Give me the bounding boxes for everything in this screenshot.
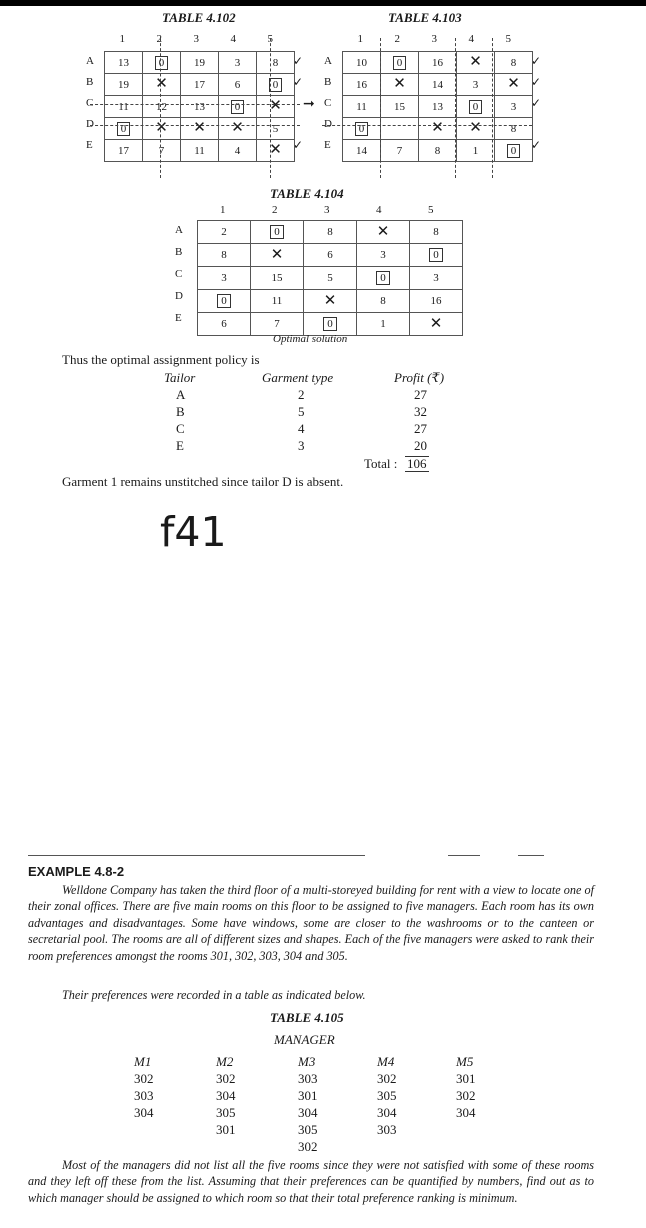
garment-value: 2 (298, 387, 305, 402)
column-label: 1 (357, 33, 363, 45)
table-cell: 8 (495, 52, 533, 74)
room-preference: 304 (216, 1088, 236, 1103)
column-label: 5 (428, 204, 434, 216)
table-row (343, 96, 533, 118)
row-label: B (175, 246, 183, 258)
column-label: 4 (468, 33, 474, 45)
table-row (105, 118, 295, 140)
profit-header: Profit (₹) (394, 370, 445, 385)
crossed-zero-mark: ✕ (429, 315, 443, 332)
table-cell (304, 290, 357, 313)
covering-line-vertical (492, 38, 493, 178)
table-cell: 13 (105, 52, 143, 74)
table-4-104-caption: Optimal solution (273, 333, 348, 345)
table-cell: 5 (257, 118, 295, 140)
table-cell: 8 (419, 140, 457, 162)
table-row (343, 74, 533, 96)
section-rule (28, 855, 365, 856)
column-label: 3 (324, 204, 330, 216)
row-tick-mark: ✓ (531, 138, 542, 152)
table-cell: 19 (105, 74, 143, 96)
column-label: 2 (272, 204, 278, 216)
table-cell: 12 (143, 96, 181, 118)
table-cell: 8 (357, 290, 410, 313)
crossed-zero-mark: ✕ (469, 54, 482, 70)
table-cell: 16 (410, 290, 463, 313)
crossed-zero-mark: ✕ (507, 76, 520, 92)
table-cell (495, 140, 533, 162)
crossed-zero-mark: ✕ (469, 120, 482, 136)
table-cell: 4 (219, 140, 257, 162)
covering-line-horizontal (90, 104, 300, 105)
covering-line-horizontal (322, 125, 532, 126)
assigned-zero: 0 (269, 78, 283, 92)
row-tick-mark: ✓ (531, 75, 542, 89)
table-4-102-title: TABLE 4.102 (162, 10, 236, 25)
assigned-zero: 0 (323, 317, 337, 331)
total-label: Total : (364, 456, 398, 471)
example-paragraph-1: Welldone Company has taken the third floor of a multi-storeyed building for rent with a view to locate one of their zonal offices. There are five main rooms on this floor to be assigned to five managers. Each room has its own advantages and disadvantages. Some have windows, some are closer to the washrooms or to the canteen or secretarial pool. The rooms are all of different sizes and shapes. Each of the five managers were asked to rank their room preferences amongst the rooms 301, 302, 303, 304 and 305. (28, 883, 594, 963)
table-row (105, 140, 295, 162)
table-cell (381, 118, 419, 140)
table-row (105, 96, 295, 118)
assigned-zero: 0 (393, 56, 407, 70)
table-cell: 3 (410, 267, 463, 290)
crossed-zero-mark: ✕ (155, 120, 168, 136)
row-tick-mark: ✓ (293, 138, 304, 152)
garment-value: 3 (298, 438, 305, 453)
table-cell: 1 (357, 313, 410, 336)
garment-value: 4 (298, 421, 305, 436)
table-cell (219, 118, 257, 140)
crossed-zero-mark: ✕ (431, 120, 444, 136)
table-cell (410, 313, 463, 336)
column-label: 4 (230, 33, 236, 45)
table-cell: 8 (495, 118, 533, 140)
arrow-right-icon: ➞ (303, 97, 315, 112)
table-cell: 14 (343, 140, 381, 162)
table-cell: 13 (419, 96, 457, 118)
crossed-zero-mark: ✕ (323, 292, 337, 309)
table-cell: 17 (181, 74, 219, 96)
tailor-value: A (176, 387, 186, 402)
table-cell (457, 96, 495, 118)
table-cell (410, 244, 463, 267)
profit-value: 20 (414, 438, 427, 453)
table-4-105-title: TABLE 4.105 (270, 1010, 344, 1025)
table-cell: 15 (381, 96, 419, 118)
tailor-value: E (176, 438, 184, 453)
row-label: A (86, 55, 94, 67)
table-4-105-subtitle: MANAGER (274, 1032, 335, 1047)
manager-header: M3 (298, 1054, 316, 1069)
room-preference: 303 (298, 1071, 318, 1086)
column-label: 5 (267, 33, 273, 45)
table-cell: 11 (105, 96, 143, 118)
column-label: 5 (505, 33, 511, 45)
table-cell: 3 (495, 96, 533, 118)
table-cell (495, 74, 533, 96)
row-label: D (324, 118, 332, 130)
assigned-zero: 0 (270, 225, 284, 239)
room-preference: 303 (134, 1088, 154, 1103)
covering-line-vertical (270, 38, 271, 178)
table-cell (181, 118, 219, 140)
garment-value: 5 (298, 404, 305, 419)
covering-line-horizontal (90, 125, 300, 126)
manager-header: M1 (134, 1054, 152, 1069)
room-preference: 304 (298, 1105, 318, 1120)
table-cell: 16 (343, 74, 381, 96)
manager-header: M4 (377, 1054, 395, 1069)
crossed-zero-mark: ✕ (393, 76, 406, 92)
assigned-zero: 0 (469, 100, 483, 114)
table-cell: 17 (105, 140, 143, 162)
table-cell: 8 (410, 221, 463, 244)
table-cell: 6 (219, 74, 257, 96)
table-cell: 13 (181, 96, 219, 118)
top-border (0, 0, 646, 6)
manager-header: M2 (216, 1054, 234, 1069)
table-row (198, 267, 463, 290)
row-tick-mark: ✓ (293, 75, 304, 89)
table-cell: 16 (419, 52, 457, 74)
table-4-103-title: TABLE 4.103 (388, 10, 462, 25)
table-cell (105, 118, 143, 140)
crossed-zero-mark: ✕ (270, 246, 284, 263)
table-cell (143, 118, 181, 140)
garment-header: Garment type (262, 370, 334, 385)
table-cell (257, 140, 295, 162)
row-tick-mark: ✓ (531, 96, 542, 110)
table-cell (381, 52, 419, 74)
row-label: A (175, 224, 183, 236)
table-cell (257, 96, 295, 118)
table-cell (257, 74, 295, 96)
table-row (343, 118, 533, 140)
assigned-zero: 0 (231, 100, 245, 114)
example-heading: EXAMPLE 4.8-2 (28, 864, 125, 879)
assigned-zero: 0 (507, 144, 521, 158)
crossed-zero-mark: ✕ (155, 76, 168, 92)
crossed-zero-mark: ✕ (231, 120, 244, 136)
column-label: 1 (119, 33, 125, 45)
table-cell: 8 (304, 221, 357, 244)
row-label: A (324, 55, 332, 67)
example-paragraph-3: Most of the managers did not list all the five rooms since they were not satisfied with some of these rooms and they left off these from the list. Assuming that their preferences can be quantified by numbers, find out as to which manager should be assigned to which room so that their total preference ranking is minimum. (28, 1158, 594, 1205)
crossed-zero-mark: ✕ (193, 120, 206, 136)
row-tick-mark: ✓ (293, 54, 304, 68)
table-cell (457, 118, 495, 140)
column-label: 2 (394, 33, 400, 45)
table-cell (219, 96, 257, 118)
room-preference: 302 (216, 1071, 236, 1086)
row-tick-mark: ✓ (531, 54, 542, 68)
policy-intro: Thus the optimal assignment policy is (62, 352, 260, 367)
column-label: 4 (376, 204, 382, 216)
covering-line-vertical (160, 38, 161, 178)
crossed-zero-mark: ✕ (269, 98, 282, 114)
assigned-zero: 0 (117, 122, 131, 136)
room-preference: 301 (298, 1088, 318, 1103)
table-cell: 3 (457, 74, 495, 96)
row-label: C (175, 268, 183, 280)
table-cell (251, 221, 304, 244)
t104-grid (197, 220, 463, 336)
covering-line-vertical (455, 38, 456, 178)
table-row (105, 74, 295, 96)
column-label: 2 (156, 33, 162, 45)
table-cell: 7 (381, 140, 419, 162)
table-row (198, 221, 463, 244)
tailor-value: C (176, 421, 185, 436)
table-cell: 10 (343, 52, 381, 74)
row-label: E (86, 139, 93, 151)
room-preference: 305 (298, 1122, 318, 1137)
table-cell: 11 (251, 290, 304, 313)
assigned-zero: 0 (155, 56, 169, 70)
room-preference: 304 (456, 1105, 476, 1120)
table-cell: 3 (357, 244, 410, 267)
room-preference: 304 (377, 1105, 397, 1120)
table-cell: 3 (219, 52, 257, 74)
profit-value: 27 (414, 387, 427, 402)
assigned-zero: 0 (217, 294, 231, 308)
row-label: E (175, 312, 182, 324)
table-cell (143, 52, 181, 74)
table-cell: 7 (143, 140, 181, 162)
row-label: C (86, 97, 94, 109)
column-label: 3 (193, 33, 199, 45)
room-preference: 303 (377, 1122, 397, 1137)
room-preference: 301 (216, 1122, 236, 1137)
room-preference: 304 (134, 1105, 154, 1120)
table-cell: 2 (198, 221, 251, 244)
room-preference: 302 (298, 1139, 318, 1154)
column-label: 1 (220, 204, 226, 216)
profit-value: 32 (414, 404, 427, 419)
table-cell: 14 (419, 74, 457, 96)
table-row (198, 244, 463, 267)
profit-value: 27 (414, 421, 427, 436)
table-cell: 5 (304, 267, 357, 290)
table-row (198, 290, 463, 313)
table-cell (357, 267, 410, 290)
table-cell (419, 118, 457, 140)
table-cell: 3 (198, 267, 251, 290)
room-preference: 302 (377, 1071, 397, 1086)
table-cell: 11 (343, 96, 381, 118)
row-label: D (175, 290, 183, 302)
room-preference: 302 (134, 1071, 154, 1086)
table-cell (251, 244, 304, 267)
table-cell: 6 (198, 313, 251, 336)
rule-fragment (448, 855, 480, 856)
manager-header: M5 (456, 1054, 474, 1069)
crossed-zero-mark: ✕ (376, 223, 390, 240)
handwritten-note: f41 (160, 508, 227, 556)
table-cell (198, 290, 251, 313)
tailor-header: Tailor (164, 370, 196, 385)
table-cell: 15 (251, 267, 304, 290)
table-cell: 11 (181, 140, 219, 162)
table-cell: 19 (181, 52, 219, 74)
tailor-value: B (176, 404, 185, 419)
policy-note: Garment 1 remains unstitched since tailor D is absent. (62, 474, 344, 489)
row-label: B (324, 76, 332, 88)
table-cell (381, 74, 419, 96)
table-row (343, 52, 533, 74)
total-value: 106 (407, 456, 427, 471)
table-cell (457, 52, 495, 74)
row-label: C (324, 97, 332, 109)
covering-line-vertical (380, 38, 381, 178)
column-label: 3 (431, 33, 437, 45)
rule-fragment (518, 855, 544, 856)
table-cell: 6 (304, 244, 357, 267)
row-label: B (86, 76, 94, 88)
table-cell (143, 74, 181, 96)
table-cell (357, 221, 410, 244)
room-preference: 305 (216, 1105, 236, 1120)
t103-grid (342, 51, 533, 162)
example-paragraph-2: Their preferences were recorded in a table as indicated below. (62, 988, 366, 1002)
table-row (105, 52, 295, 74)
crossed-zero-mark: ✕ (269, 142, 282, 158)
table-cell: 1 (457, 140, 495, 162)
room-preference: 305 (377, 1088, 397, 1103)
room-preference: 301 (456, 1071, 476, 1086)
row-label: E (324, 139, 331, 151)
table-cell (343, 118, 381, 140)
table-4-104-title: TABLE 4.104 (270, 186, 344, 201)
room-preference: 302 (456, 1088, 476, 1103)
assigned-zero: 0 (376, 271, 390, 285)
table-cell: 7 (251, 313, 304, 336)
table-row (343, 140, 533, 162)
row-label: D (86, 118, 94, 130)
table-cell: 8 (257, 52, 295, 74)
table-cell: 8 (198, 244, 251, 267)
t102-grid (104, 51, 295, 162)
assigned-zero: 0 (429, 248, 443, 262)
assigned-zero: 0 (355, 122, 369, 136)
